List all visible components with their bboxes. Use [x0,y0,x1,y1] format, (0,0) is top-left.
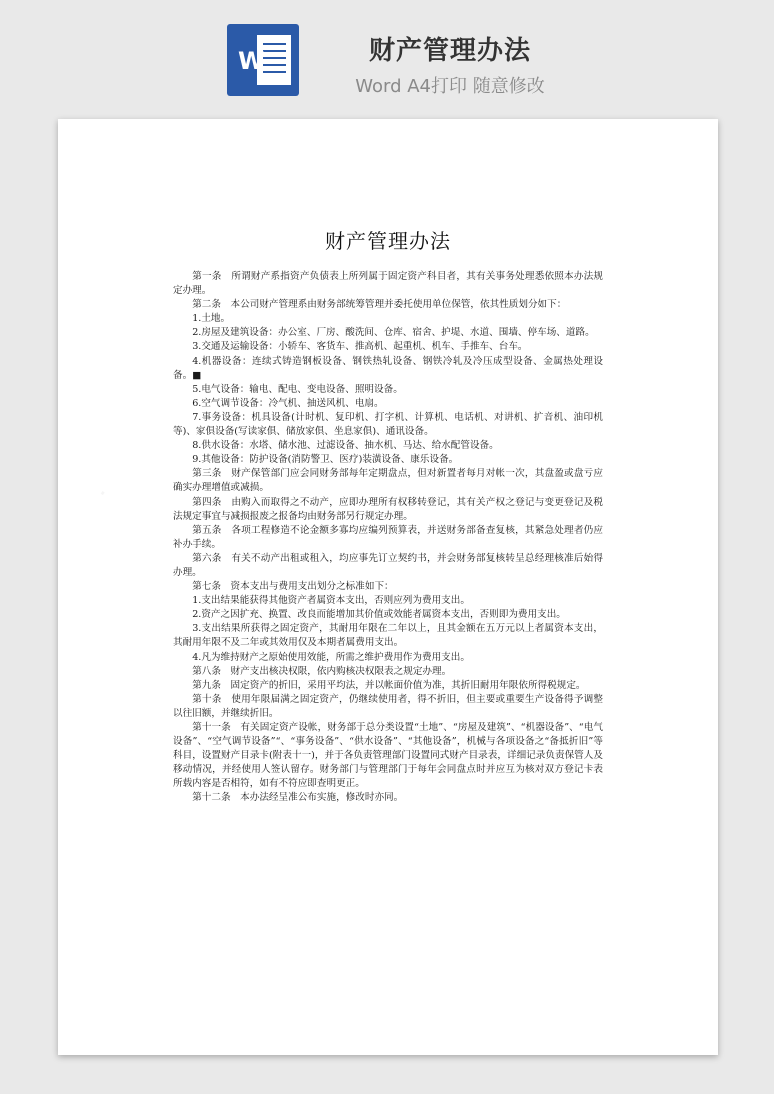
word-letter: W [238,47,265,75]
header-subtitle: Word A4打印 随意修改 [355,76,545,97]
document-paragraph: 第九条 固定资产的折旧，采用平均法，并以帐面价值为准，其折旧耐用年限依所得税规定。 [192,679,586,691]
document-paragraph: 1.支出结果能获得其他资产者属资本支出，否则应列为费用支出。 [192,595,470,607]
document-paragraph: 第十一条 有关固定资产设帐，财务部于总分类设置“土地”、“房屋及建筑”、“机器设备”、“电气设备”、“空气调节设备”“、“事务设备”、“供水设备”、“其他设备”，机械与各项设备之“备抵折旧”等科目，设置财产目录卡(附表十一)，并于各负责管理部门设置同式财产目录表，详细记录负责保管人及移动情况，并经使用人签认留存。财务部门与管理部门于每年会同盘点时并应互为核对双方登记卡表所载内容是否相符，如有不符应即查明更正。 [173,722,603,790]
document-paragraph: 5.电气设备：输电、配电、变电设备、照明设备。 [192,383,403,395]
document-paragraph: 第二条 本公司财产管理系由财务部统筹管理并委托使用单位保管，依其性质划分如下： [192,299,567,311]
document-paragraph: 第四条 由购入而取得之不动产，应即办理所有权移转登记，其有关产权之登记与变更登记及税法规定事宜与减损报废之报备均由财务部另行规定办理。 [173,496,603,522]
document-paragraph: 4.机器设备：连续式铸造钢板设备、钢铁热轧设备、钢铁冷轧及冷压成型设备、金属热处理设备。■ [173,355,603,381]
document-paragraph: 9.其他设备：防护设备(消防警卫、医疗)装潢设备、康乐设备。 [192,454,459,466]
document-paragraph: 6.空气调节设备：冷气机、抽送风机、电扇。 [192,397,384,409]
word-icon [227,24,299,96]
document-paragraph: 3.交通及运输设备：小轿车、客货车、推高机、起重机、机车、手推车、台车。 [192,341,528,353]
document-paragraph: 第七条 资本支出与费用支出划分之标准如下： [192,581,394,593]
document-title: 财产管理办法 [325,229,451,253]
document-paragraph: 8.供水设备：水塔、储水池、过滤设备、抽水机、马达、给水配管设备。 [192,440,499,452]
document-body [173,270,603,806]
document-paragraph: 1.土地。 [192,313,231,325]
document-paragraph: 第十条 使用年限届满之固定资产，仍继续使用者，得不折旧，但主要或重要生产设备得予调整以往旧额，并继续折旧。 [173,693,603,719]
document-paragraph: 第三条 财产保管部门应会同财务部每年定期盘点，但对新置者每月对帐一次，其盘盈或盘亏应确实办理增值或减损。 [173,468,603,494]
document-paragraph: 第八条 财产支出核决权限，依内购核决权限表之规定办理。 [192,665,452,677]
document-paragraph: 第一条 所谓财产系指资产负债表上所列属于固定资产科目者，其有关事务处理悉依照本办法规定办理。 [173,271,603,297]
document-paragraph: 7.事务设备：机具设备(计时机、复印机、打字机、计算机、电话机、对讲机、扩音机、油印机等)、家俱设备(写读家俱、储放家俱、坐息家俱)、通讯设备。 [173,411,603,438]
header-title: 财产管理办法 [368,36,531,66]
document-paragraph: 第十二条 本办法经呈准公布实施，修改时亦同。 [192,792,404,804]
document-paragraph: 4.凡为维持财产之原始使用效能，所需之维护费用作为费用支出。 [192,651,470,663]
document-paragraph: 3.支出结果所获得之固定资产，其耐用年限在二年以上，且其金额在五万元以上者属资本支出，其耐用年限不及二年或其效用仅及本期者属费用支出。 [173,623,603,649]
document-paragraph: 2.资产之因扩充、换置、改良而能增加其价值或效能者属资本支出，否则即为费用支出。 [192,609,566,621]
document-paragraph: 第六条 有关不动产出租或租入，均应事先订立契约书，并会财务部复核转呈总经理核准后始得办理。 [173,552,603,578]
document-paragraph: 第五条 各项工程修造不论金额多寡均应编列预算表，并送财务部备查复核，其紧急处理者仍应补办手续。 [173,524,603,550]
header [0,0,774,118]
watermark [90,479,114,508]
document-paragraph: 2.房屋及建筑设备：办公室、厂房、酸洗间、仓库、宿舍、护堤、水道、围墙、停车场、道路。 [192,327,595,339]
document-page [58,119,718,1055]
